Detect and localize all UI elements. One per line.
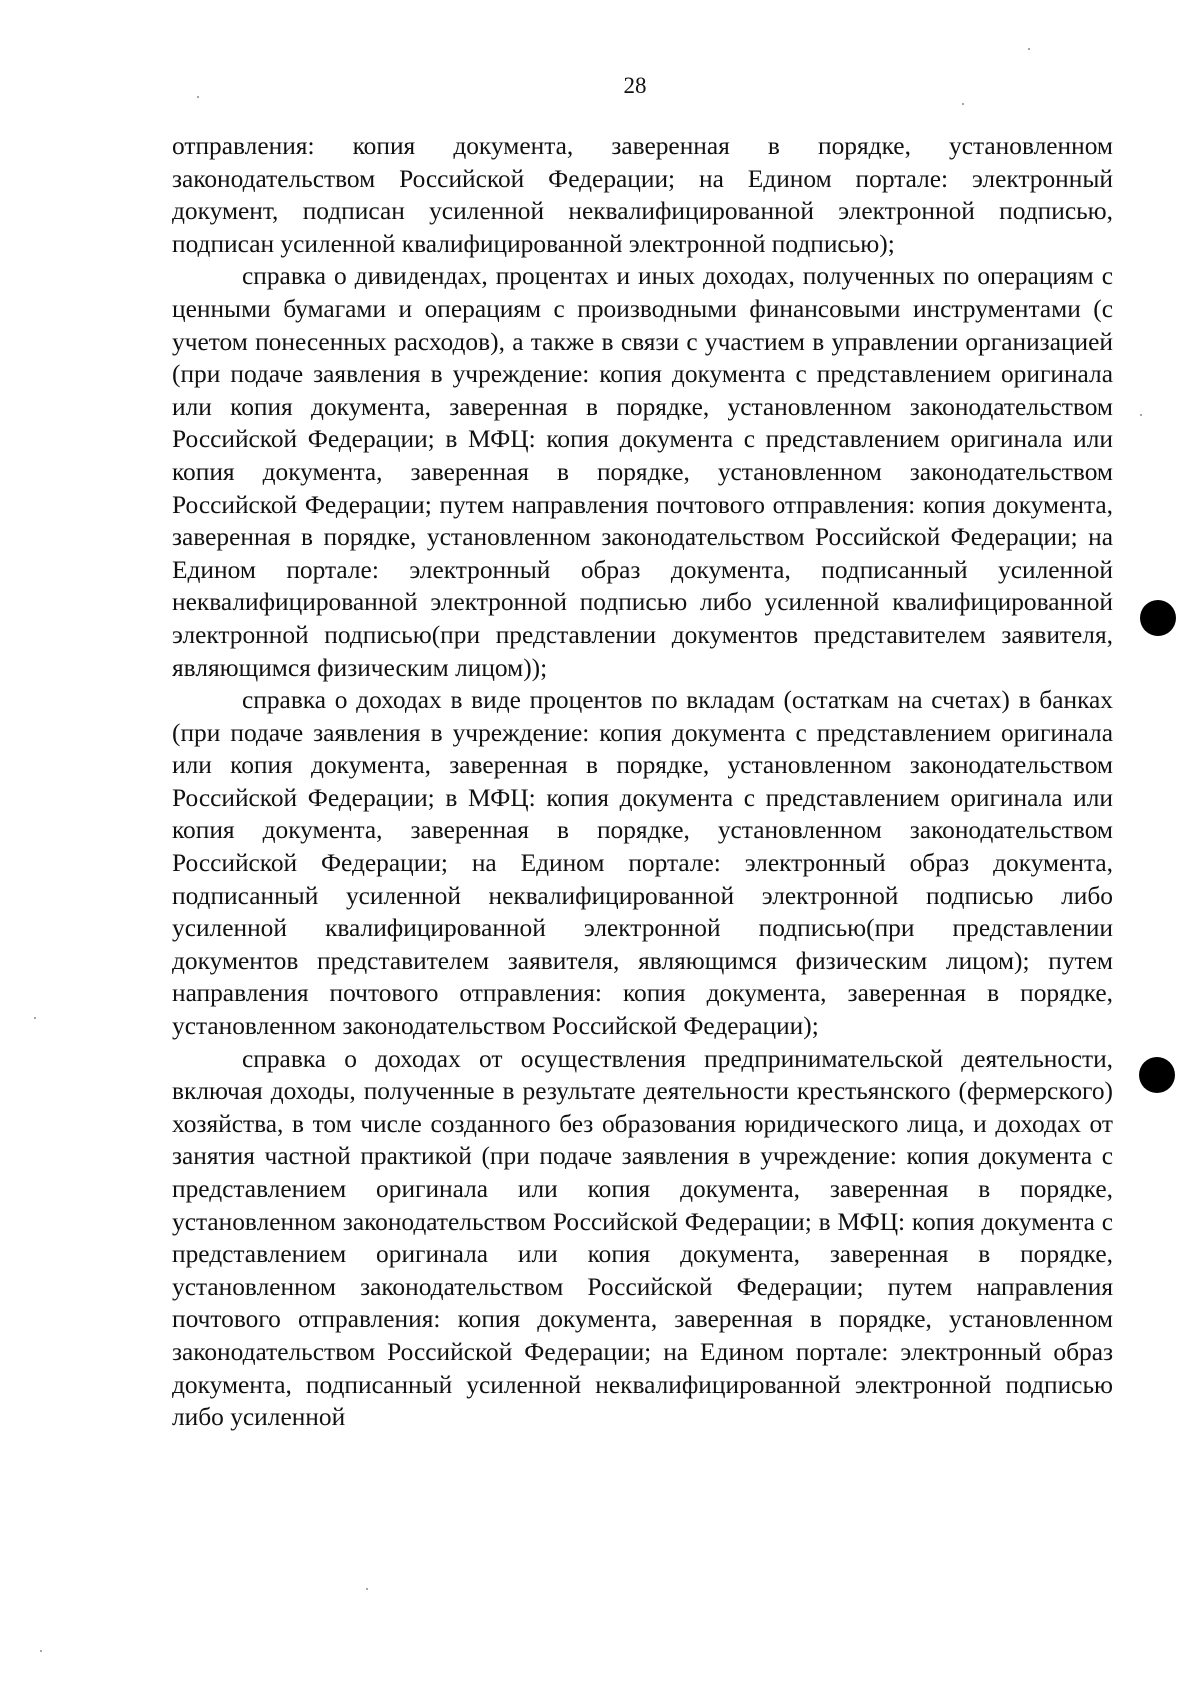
page-number: 28 [623, 73, 647, 98]
scan-speck [1028, 48, 1030, 50]
scan-speck [1140, 414, 1142, 416]
scan-speck [197, 96, 199, 98]
document-body [172, 130, 1113, 1434]
scan-speck [40, 1650, 42, 1652]
punch-hole-mark [1139, 1057, 1175, 1093]
paragraph-dividends-certificate: справка о дивидендах, процентах и иных доходах, полученных по операциям с ценными бумагами и операциям с производными финансовыми инструментами (с учетом понесенных расходов), а также в связи с участием в управлении организацией (при подаче заявления в учреждение: копия документа с представлением оригинала или копия документа, заверенная в порядке, установленном законодательством Российской Федерации; в МФЦ: копия документа с представлением оригинала или копия документа, заверенная в порядке, установленном законодательством Российской Федерации; путем направления почтового отправления: копия документа, заверенная в порядке, установленном законодательством Российской Федерации; на Едином портале: электронный образ документа, подписанный усиленной неквалифицированной электронной подписью либо усиленной квалифицированной электронной подписью(при представлении документов представителем заявителя, являющимся физическим лицом)); [172, 262, 1113, 682]
scan-speck [366, 1588, 368, 1590]
scan-speck [34, 1017, 36, 1019]
paragraph-deposit-interest-certificate: справка о доходах в виде процентов по вкладам (остаткам на счетах) в банках (при подаче заявления в учреждение: копия документа с представлением оригинала или копия документа, заверенная в порядке, установленном законодательством Российской Федерации; в МФЦ: копия документа с представлением оригинала или копия документа, заверенная в порядке, установленном законодательством Российской Федерации; на Едином портале: электронный образ документа, подписанный усиленной неквалифицированной электронной подписью либо усиленной квалифицированной электронной подписью(при представлении документов представителем заявителя, являющимся физическим лицом); путем направления почтового отправления: копия документа, заверенная в порядке, установленном законодательством Российской Федерации); [172, 686, 1113, 1041]
paragraph-continuation: отправления: копия документа, заверенная в порядке, установленном законодательством Российской Федерации; на Едином портале: электронный документ, подписан усиленной неквалифицированной электронной подписью, подписан усиленной квалифицированной электронной подписью); [172, 132, 1113, 258]
punch-hole-mark [1140, 600, 1176, 636]
paragraph-business-income-certificate: справка о доходах от осуществления предпринимательской деятельности, включая доходы, полученные в результате деятельности крестьянского (фермерского) хозяйства, в том числе созданного без образования юридического лица, и доходах от занятия частной практикой (при подаче заявления в учреждение: копия документа с представлением оригинала или копия документа, заверенная в порядке, установленном законодательством Российской Федерации; в МФЦ: копия документа с представлением оригинала или копия документа, заверенная в порядке, установленном законодательством Российской Федерации; путем направления почтового отправления: копия документа, заверенная в порядке, установленном законодательством Российской Федерации; на Едином портале: электронный образ документа, подписанный усиленной неквалифицированной электронной подписью либо усиленной [172, 1044, 1113, 1432]
scan-speck [962, 103, 964, 105]
